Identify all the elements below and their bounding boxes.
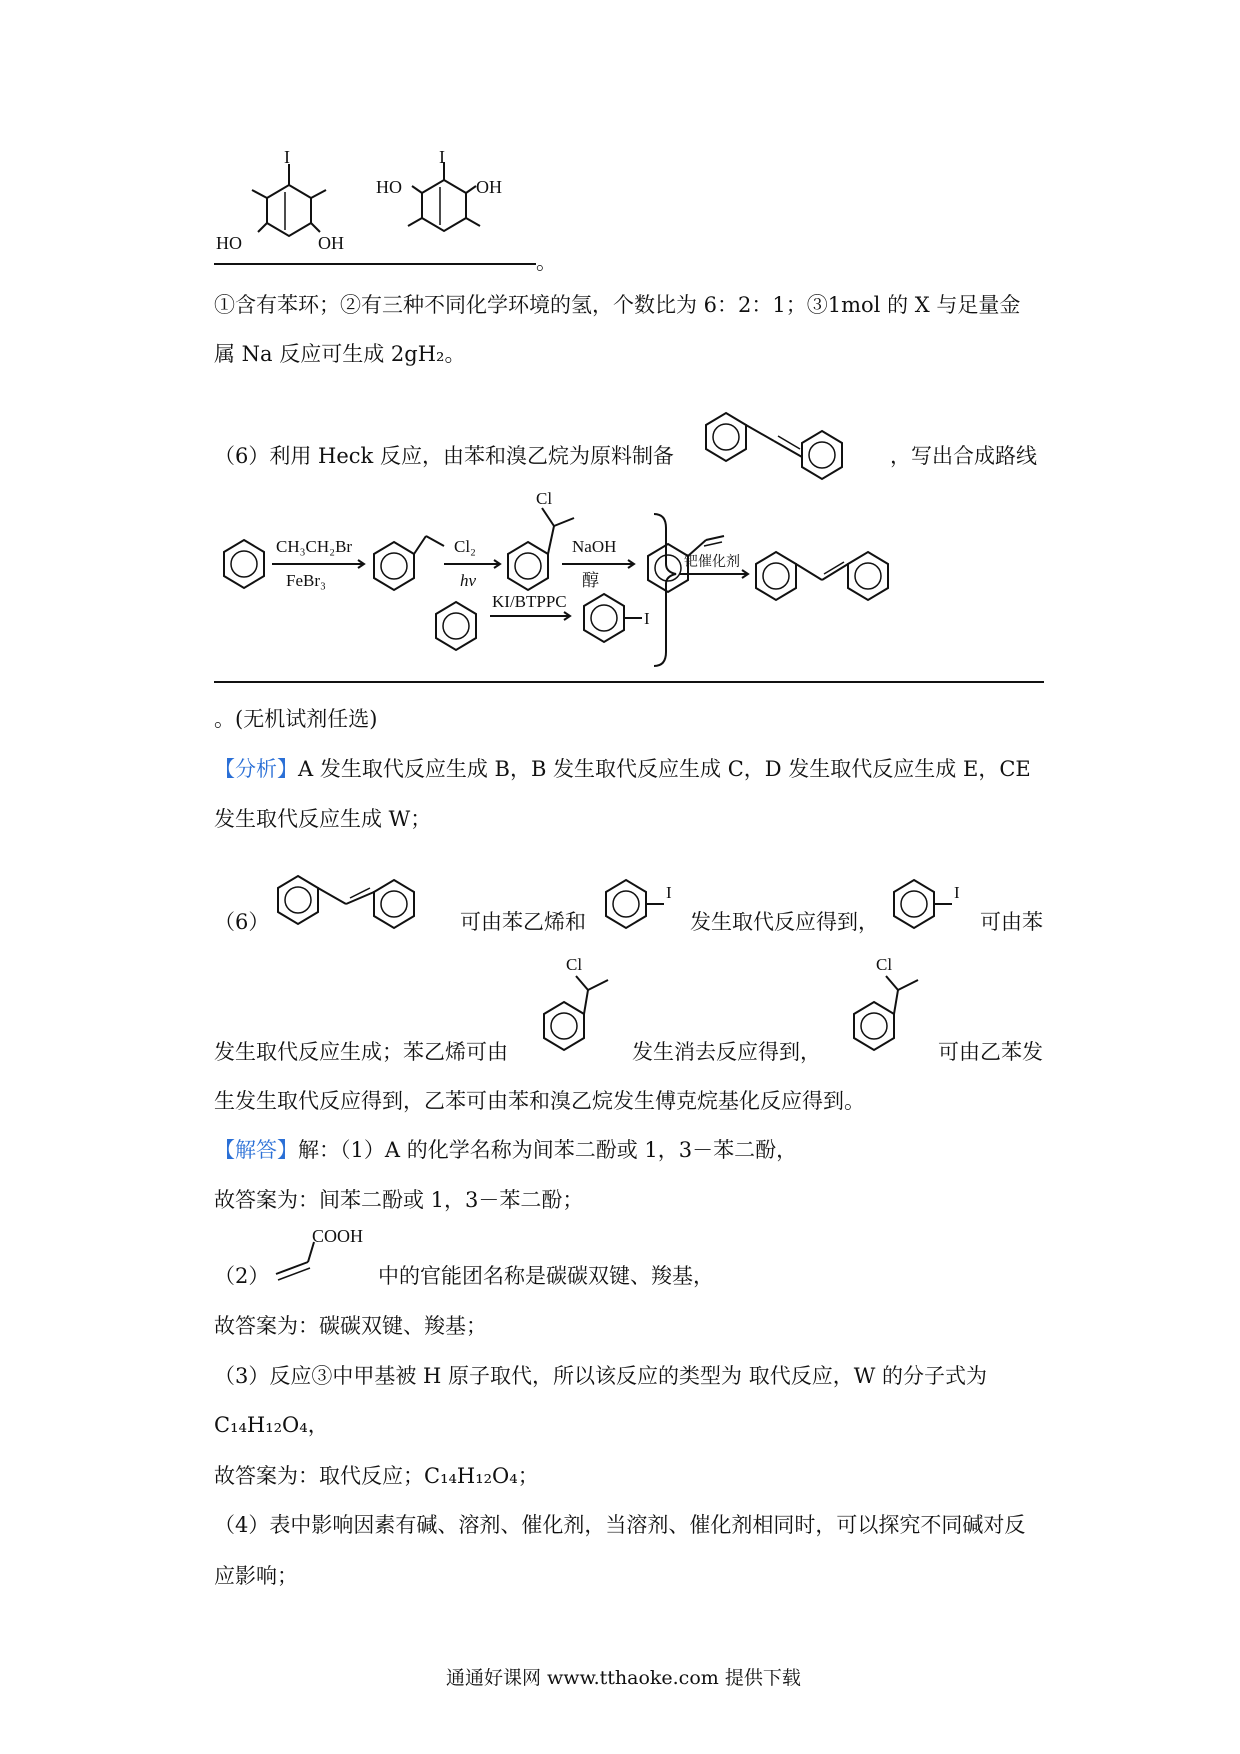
answer-4-line-2: 应影响； [214, 1564, 298, 1588]
isomer-structures [214, 150, 544, 265]
conditions-line-2: 属 Na 反应可生成 2gH₂。 [214, 342, 466, 366]
conditions-line-1: ①含有苯环；②有三种不同化学环境的氢，个数比为 6：2：1；③1mol 的 X 与足量金 [214, 293, 1021, 317]
reagent-2-top: Cl₂ [454, 537, 476, 556]
analysis-p6-a: 可由苯乙烯和 [460, 910, 586, 934]
answer-text-1: 解：（1）A 的化学名称为间苯二酚或 1，3－苯二酚， [298, 1138, 798, 1162]
page-footer: 通通好课网 www.tthaoke.com 提供下载 [446, 1667, 801, 1689]
analysis-p7-b: 发生消去反应得到， [632, 1040, 821, 1064]
hydroxy-right-label: OH [318, 233, 344, 253]
answer-2-label: （2） [214, 1264, 270, 1288]
iodo-label: I [284, 150, 290, 167]
q6-suffix: ，写出合成路线 [890, 444, 1037, 468]
route-tail: 。(无机试剂任选) [214, 707, 378, 731]
synthesis-route [214, 480, 1044, 675]
isomer-structure-2 [408, 162, 480, 231]
iodo-label-2: I [439, 150, 445, 167]
hydroxy-left-label: HO [216, 233, 242, 253]
chloro-label: Cl [536, 489, 553, 508]
isomer-structure-1 [252, 164, 326, 236]
hydroxy-left-label-2: HO [376, 177, 402, 197]
chloroethylbenzene-structure-1 [522, 950, 622, 1060]
answer-3-final: 故答案为：取代反应；C₁₄H₁₂O₄； [214, 1464, 539, 1488]
analysis-p6-c: 可由苯 [980, 910, 1043, 934]
chloroethylbenzene-structure-2 [832, 950, 932, 1060]
answer-tag: 【解答】 [214, 1138, 298, 1162]
iodo-label-route: I [644, 609, 650, 628]
end-mark: 。 [536, 250, 557, 274]
analysis-p7-c: 可由乙苯发 [938, 1040, 1043, 1064]
analysis-line-2: 发生取代反应生成 W； [214, 807, 432, 831]
hydroxy-right-label-2: OH [476, 177, 502, 197]
answer-2-final: 故答案为：碳碳双键、羧基； [214, 1314, 487, 1338]
analysis-tag: 【分析】 [214, 757, 298, 781]
answer-2-text: 中的官能团名称是碳碳双键、羧基， [378, 1264, 714, 1288]
iodo-label-4: I [954, 883, 960, 902]
answer-3-formula: C₁₄H₁₂O₄， [214, 1413, 329, 1437]
reagent-1-top: CH₃CH₂Br [276, 537, 353, 556]
analysis-p6-b: 发生取代反应得到， [690, 910, 879, 934]
reagent-1-bottom: FeBr₃ [286, 571, 326, 590]
analysis-text-1: A 发生取代反应生成 B，B 发生取代反应生成 C，D 发生取代反应生成 E，CE [298, 757, 1031, 781]
analysis-p7-a: 发生取代反应生成；苯乙烯可由 [214, 1040, 508, 1064]
chloro-label-3: Cl [876, 955, 893, 974]
cooh-label: COOH [312, 1226, 364, 1246]
analysis-line-1 [214, 755, 1031, 783]
answer-line-1 [214, 1136, 797, 1164]
iodobenzene-structure-1 [598, 868, 688, 938]
answer-blank-line-2 [214, 681, 1044, 683]
reagent-4: KI/BTPPC [492, 592, 567, 611]
acrylic-acid-structure [268, 1222, 378, 1292]
chloro-label-2: Cl [566, 955, 583, 974]
analysis-p6-label: （6） [214, 910, 270, 934]
answer-1-final: 故答案为：间苯二酚或 1，3－苯二酚； [214, 1188, 584, 1212]
answer-3-line: （3）反应③中甲基被 H 原子取代，所以该反应的类型为 取代反应，W 的分子式为 [214, 1364, 987, 1388]
reagent-2-bottom: hν [460, 571, 477, 590]
iodo-label-3: I [666, 883, 672, 902]
catalyst-label: 钯催化剂 [684, 555, 740, 570]
answer-4-line-1: （4）表中影响因素有碱、溶剂、催化剂，当溶剂、催化剂相同时，可以探究不同碱对反 [214, 1513, 1026, 1537]
iodobenzene-structure-2 [886, 868, 976, 938]
analysis-p8: 生发生取代反应得到，乙苯可由苯和溴乙烷发生傅克烷基化反应得到。 [214, 1089, 865, 1113]
stilbene-structure [698, 405, 898, 485]
answer-blank-line-1 [214, 263, 536, 265]
reagent-3-bottom: 醇 [582, 571, 599, 590]
stilbene-structure-2 [270, 868, 460, 948]
q6-prefix: （6）利用 Heck 反应，由苯和溴乙烷为原料制备 [214, 444, 674, 468]
reagent-3-top: NaOH [572, 537, 617, 556]
